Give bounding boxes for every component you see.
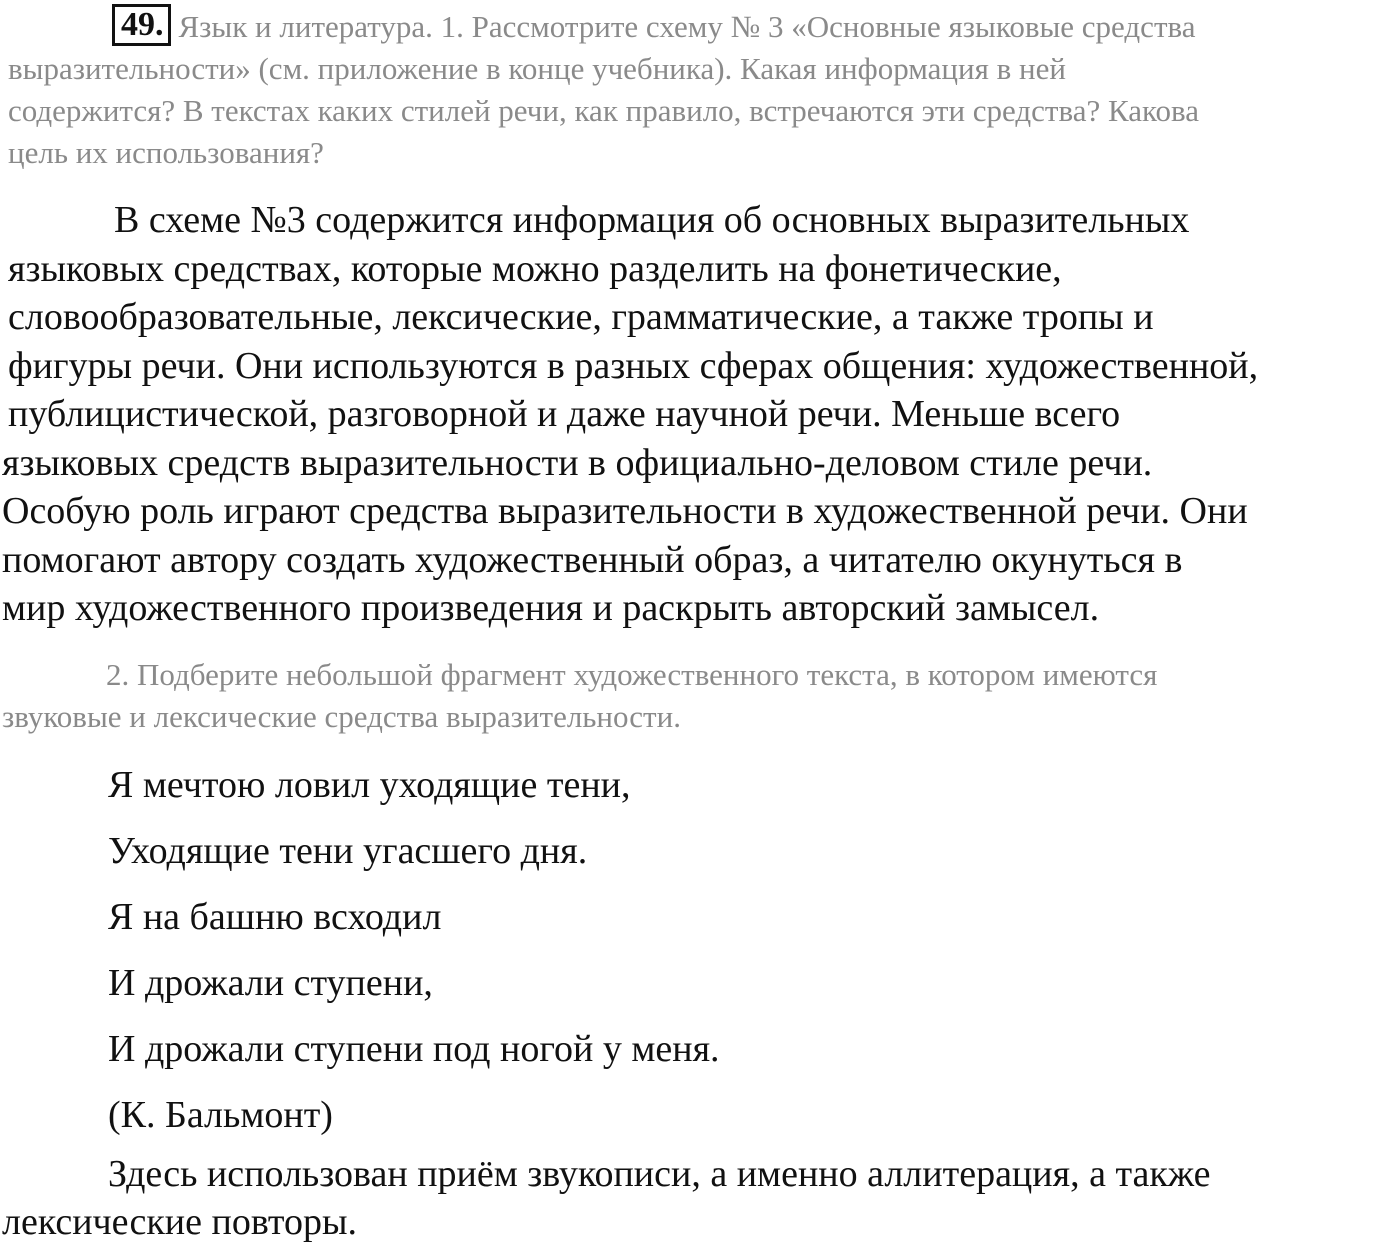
answer-line: помогают автору создать художественный образ, а читателю окунуться в (2, 538, 1183, 581)
task-question-line: Язык и литература. 1. Рассмотрите схему № 3 «Основные языковые средства (178, 9, 1196, 44)
answer-line: языковых средств выразительности в официально-деловом стиле речи. (2, 441, 1153, 484)
poem-line: И дрожали ступени под ногой у меня. (108, 1028, 720, 1070)
answer-line: языковых средствах, которые можно разделить на фонетические, (8, 247, 1062, 290)
answer-line: В схеме №3 содержится информация об основных выразительных (114, 199, 1190, 241)
answer-paragraph-2 (2, 1150, 1398, 1246)
task-question-line: звуковые и лексические средства выразительности. (2, 699, 681, 734)
task-question-line: выразительности» (см. приложение в конце учебника). Какая информация в ней (8, 51, 1066, 86)
task-question-line: цель их использования? (8, 135, 324, 170)
answer-paragraph-1 (2, 196, 1400, 633)
answer-line: фигуры речи. Они используются в разных сферах общения: художественной, (8, 344, 1259, 387)
task-number-box: 49. (112, 4, 171, 46)
task-question-2 (2, 654, 1398, 738)
task-question-line: 2. Подберите небольшой фрагмент художественного текста, в котором имеются (106, 657, 1158, 692)
poem-line: Уходящие тени угасшего дня. (108, 830, 588, 872)
poem-fragment (108, 752, 720, 1148)
answer-line: мир художественного произведения и раскрыть авторский замысел. (2, 587, 1100, 629)
poem-line: Я на башню всходил (108, 896, 442, 938)
poem-line: Я мечтою ловил уходящие тени, (108, 764, 631, 806)
task-question-1 (8, 4, 1398, 174)
task-question-line: содержится? В текстах каких стилей речи, как правило, встречаются эти средства? Какова (8, 93, 1199, 128)
answer-line: лексические повторы. (2, 1201, 357, 1243)
poem-author: (К. Бальмонт) (108, 1094, 333, 1136)
answer-line: словообразовательные, лексические, грамматические, а также тропы и (8, 296, 1154, 338)
answer-line: публицистической, разговорной и даже научной речи. Меньше всего (8, 393, 1121, 435)
answer-line: Здесь использован приём звукописи, а именно аллитерация, а также (108, 1153, 1211, 1195)
poem-line: И дрожали ступени, (108, 962, 433, 1004)
answer-line: Особую роль играют средства выразительности в художественной речи. Они (2, 490, 1248, 532)
